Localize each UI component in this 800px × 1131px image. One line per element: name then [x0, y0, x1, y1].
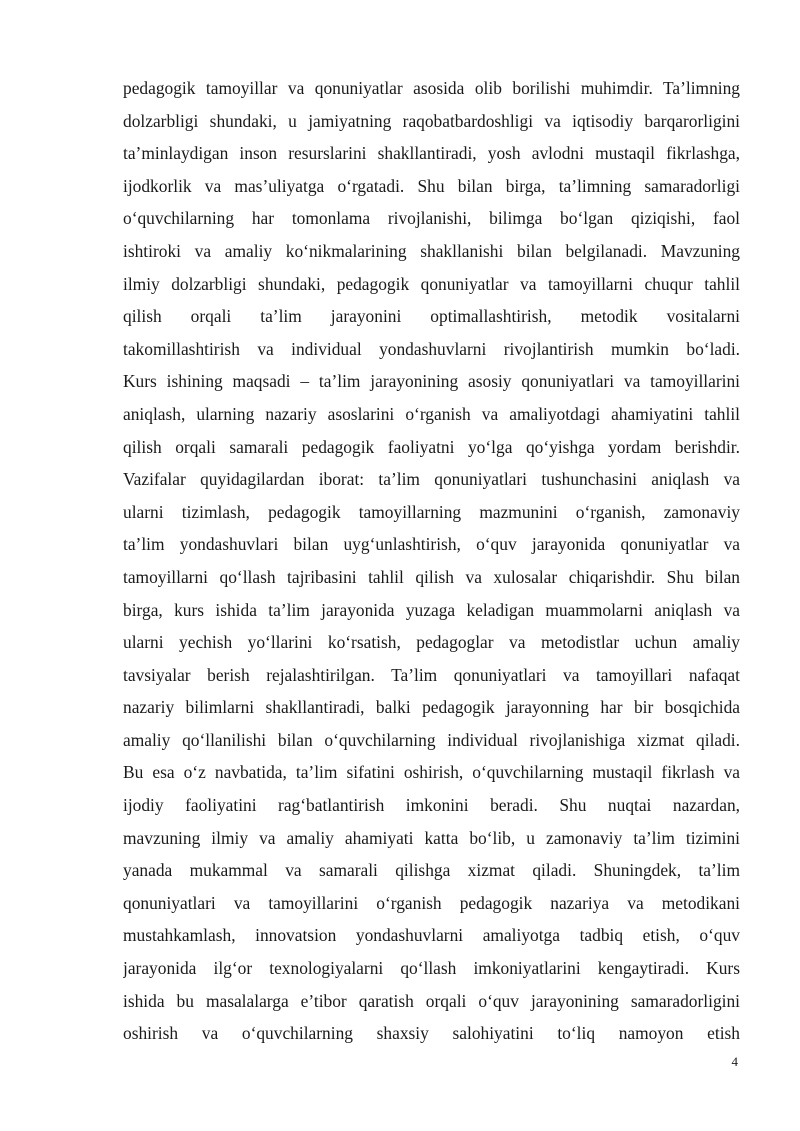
text-line: nazariy bilimlarni shakllantiradi, balki pedagogik jarayonning har bir bosqichida	[123, 697, 740, 718]
page-number: 4	[731, 1054, 738, 1069]
text-line: ijodiy faoliyatini rag‘batlantirish imkonini beradi. Shu nuqtai nazardan,	[123, 795, 740, 816]
text-line: amaliy qo‘llanilishi bilan o‘quvchilarning individual rivojlanishiga xizmat qiladi.	[123, 729, 740, 750]
text-line: aniqlash, ularning nazariy asoslarini o‘rganish va amaliyotdagi ahamiyatini tahlil	[123, 403, 740, 424]
text-line: ishida bu masalalarga e’tibor qaratish orqali o‘quv jarayonining samaradorligini	[123, 990, 740, 1011]
text-line: tavsiyalar berish rejalashtirilgan. Ta’lim qonuniyatlari va tamoyillari nafaqat	[123, 664, 740, 685]
text-line: o‘quvchilarning har tomonlama rivojlanishi, bilimga bo‘lgan qiziqishi, faol	[123, 208, 740, 229]
text-line: birga, kurs ishida ta’lim jarayonida yuzaga keladigan muammolarni aniqlash va	[123, 599, 740, 620]
text-line: ularni yechish yo‘llarini ko‘rsatish, pedagoglar va metodistlar uchun amaliy	[123, 632, 740, 653]
text-line: oshirish va o‘quvchilarning shaxsiy salohiyatini to‘liq namoyon etish	[123, 1023, 740, 1044]
text-line: qilish orqali samarali pedagogik faoliyatni yo‘lga qo‘yishga yordam berishdir.	[123, 436, 740, 457]
text-line: tamoyillarni qo‘llash tajribasini tahlil qilish va xulosalar chiqarishdir. Shu bilan	[123, 566, 740, 587]
text-line: ijodkorlik va mas’uliyatga o‘rgatadi. Shu bilan birga, ta’limning samaradorligi	[123, 175, 740, 196]
text-line: mavzuning ilmiy va amaliy ahamiyati katta bo‘lib, u zamonaviy ta’lim tizimini	[123, 827, 740, 848]
text-line: Vazifalar quyidagilardan iborat: ta’lim qonuniyatlari tushunchasini aniqlash va	[123, 469, 740, 490]
text-line: dolzarbligi shundaki, u jamiyatning raqobatbardoshligi va iqtisodiy barqarorligini	[123, 110, 740, 131]
text-line: ta’minlaydigan inson resurslarini shakllantiradi, yosh avlodni mustaqil fikrlashga,	[123, 143, 740, 164]
text-line: ta’lim yondashuvlari bilan uyg‘unlashtirish, o‘quv jarayonida qonuniyatlar va	[123, 534, 740, 555]
text-line: ishtiroki va amaliy ko‘nikmalarining shakllanishi bilan belgilanadi. Mavzuning	[123, 240, 740, 261]
text-line: ilmiy dolzarbligi shundaki, pedagogik qonuniyatlar va tamoyillarni chuqur tahlil	[123, 273, 740, 294]
text-line: qilish orqali ta’lim jarayonini optimallashtirish, metodik vositalarni	[123, 306, 740, 327]
body-text	[123, 72, 740, 1050]
text-line: takomillashtirish va individual yondashuvlarni rivojlantirish mumkin bo‘ladi.	[123, 338, 740, 359]
text-line: Kurs ishining maqsadi – ta’lim jarayonining asosiy qonuniyatlari va tamoyillarini	[123, 371, 740, 392]
text-line: Bu esa o‘z navbatida, ta’lim sifatini oshirish, o‘quvchilarning mustaqil fikrlash va	[123, 762, 740, 783]
text-line: qonuniyatlari va tamoyillarini o‘rganish pedagogik nazariya va metodikani	[123, 892, 740, 913]
text-line: mustahkamlash, innovatsion yondashuvlarni amaliyotga tadbiq etish, o‘quv	[123, 925, 740, 946]
text-line: pedagogik tamoyillar va qonuniyatlar asosida olib borilishi muhimdir. Ta’limning	[123, 78, 740, 98]
text-line: yanada mukammal va samarali qilishga xizmat qiladi. Shuningdek, ta’lim	[123, 860, 740, 881]
text-line: jarayonida ilg‘or texnologiyalarni qo‘llash imkoniyatlarini kengaytiradi. Kurs	[123, 958, 740, 979]
text-line: ularni tizimlash, pedagogik tamoyillarning mazmunini o‘rganish, zamonaviy	[123, 501, 740, 522]
